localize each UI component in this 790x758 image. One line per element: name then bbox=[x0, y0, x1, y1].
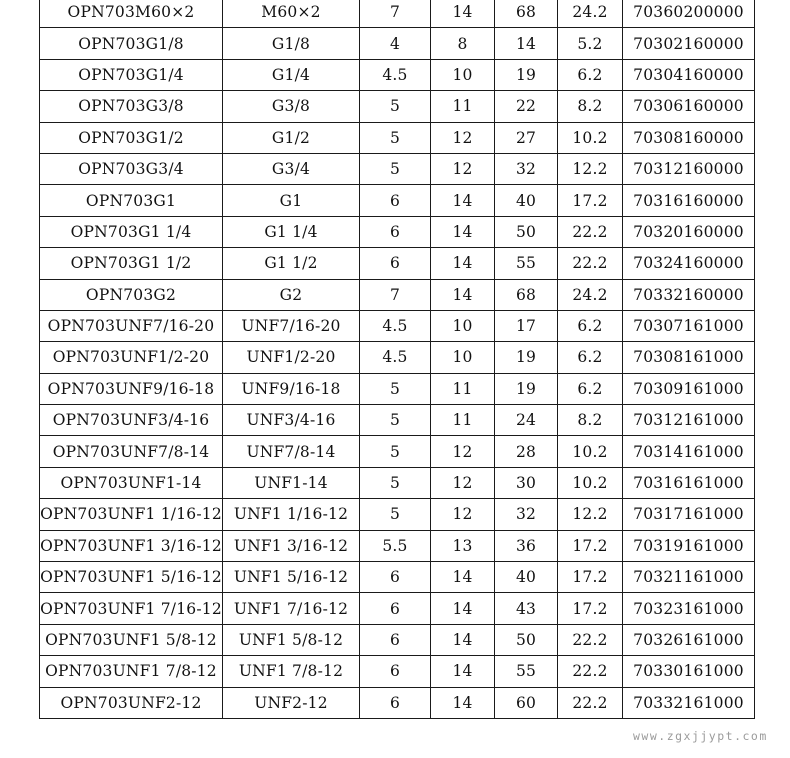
dim-c-cell: 55 bbox=[495, 248, 558, 279]
dim-d-cell: 24.2 bbox=[558, 0, 623, 28]
model-cell: OPN703UNF1 5/16-12 bbox=[40, 562, 223, 593]
dim-d-cell: 22.2 bbox=[558, 216, 623, 247]
dim-a-cell: 6 bbox=[360, 185, 431, 216]
dim-d-cell: 5.2 bbox=[558, 28, 623, 59]
table-row bbox=[40, 436, 755, 467]
table-row bbox=[40, 91, 755, 122]
table-row bbox=[40, 687, 755, 718]
dim-d-cell: 6.2 bbox=[558, 310, 623, 341]
table-row bbox=[40, 373, 755, 404]
thread-cell: G3/8 bbox=[223, 91, 360, 122]
table-body bbox=[40, 0, 755, 718]
model-cell: OPN703G1 1/4 bbox=[40, 216, 223, 247]
model-cell: OPN703G1 bbox=[40, 185, 223, 216]
dim-b-cell: 14 bbox=[431, 562, 495, 593]
dim-d-cell: 8.2 bbox=[558, 405, 623, 436]
thread-cell: G1/4 bbox=[223, 59, 360, 90]
dim-b-cell: 10 bbox=[431, 342, 495, 373]
dim-c-cell: 60 bbox=[495, 687, 558, 718]
dim-b-cell: 14 bbox=[431, 279, 495, 310]
part-number-cell: 70309161000 bbox=[623, 373, 755, 404]
dim-b-cell: 14 bbox=[431, 656, 495, 687]
spec-table bbox=[39, 0, 755, 719]
dim-c-cell: 68 bbox=[495, 279, 558, 310]
dim-c-cell: 19 bbox=[495, 342, 558, 373]
part-number-cell: 70308161000 bbox=[623, 342, 755, 373]
table-row bbox=[40, 593, 755, 624]
model-cell: OPN703G2 bbox=[40, 279, 223, 310]
table-row bbox=[40, 0, 755, 28]
dim-d-cell: 22.2 bbox=[558, 248, 623, 279]
model-cell: OPN703UNF3/4-16 bbox=[40, 405, 223, 436]
part-number-cell: 70304160000 bbox=[623, 59, 755, 90]
dim-b-cell: 10 bbox=[431, 59, 495, 90]
dim-b-cell: 11 bbox=[431, 91, 495, 122]
dim-c-cell: 32 bbox=[495, 499, 558, 530]
dim-b-cell: 12 bbox=[431, 436, 495, 467]
model-cell: OPN703UNF1 7/8-12 bbox=[40, 656, 223, 687]
model-cell: OPN703UNF1 5/8-12 bbox=[40, 624, 223, 655]
dim-c-cell: 36 bbox=[495, 530, 558, 561]
part-number-cell: 70316160000 bbox=[623, 185, 755, 216]
dim-c-cell: 32 bbox=[495, 153, 558, 184]
dim-b-cell: 14 bbox=[431, 593, 495, 624]
dim-a-cell: 5.5 bbox=[360, 530, 431, 561]
thread-cell: G2 bbox=[223, 279, 360, 310]
dim-b-cell: 11 bbox=[431, 373, 495, 404]
dim-d-cell: 6.2 bbox=[558, 342, 623, 373]
dim-c-cell: 22 bbox=[495, 91, 558, 122]
thread-cell: UNF1 5/16-12 bbox=[223, 562, 360, 593]
model-cell: OPN703UNF1 7/16-12 bbox=[40, 593, 223, 624]
dim-a-cell: 6 bbox=[360, 687, 431, 718]
dim-d-cell: 17.2 bbox=[558, 562, 623, 593]
part-number-cell: 70326161000 bbox=[623, 624, 755, 655]
table-row bbox=[40, 530, 755, 561]
table-row bbox=[40, 499, 755, 530]
dim-b-cell: 13 bbox=[431, 530, 495, 561]
dim-a-cell: 5 bbox=[360, 373, 431, 404]
part-number-cell: 70332160000 bbox=[623, 279, 755, 310]
part-number-cell: 70316161000 bbox=[623, 467, 755, 498]
dim-a-cell: 4.5 bbox=[360, 59, 431, 90]
dim-b-cell: 14 bbox=[431, 248, 495, 279]
dim-b-cell: 12 bbox=[431, 122, 495, 153]
table-row bbox=[40, 185, 755, 216]
part-number-cell: 70308160000 bbox=[623, 122, 755, 153]
dim-a-cell: 7 bbox=[360, 279, 431, 310]
dim-d-cell: 17.2 bbox=[558, 530, 623, 561]
dim-a-cell: 5 bbox=[360, 153, 431, 184]
dim-a-cell: 6 bbox=[360, 562, 431, 593]
dim-a-cell: 6 bbox=[360, 216, 431, 247]
dim-d-cell: 24.2 bbox=[558, 279, 623, 310]
table-row bbox=[40, 405, 755, 436]
dim-d-cell: 22.2 bbox=[558, 687, 623, 718]
table-row bbox=[40, 656, 755, 687]
dim-b-cell: 14 bbox=[431, 185, 495, 216]
thread-cell: G1 bbox=[223, 185, 360, 216]
part-number-cell: 70324160000 bbox=[623, 248, 755, 279]
thread-cell: UNF1 7/16-12 bbox=[223, 593, 360, 624]
dim-d-cell: 17.2 bbox=[558, 185, 623, 216]
dim-a-cell: 6 bbox=[360, 656, 431, 687]
model-cell: OPN703UNF1/2-20 bbox=[40, 342, 223, 373]
dim-c-cell: 55 bbox=[495, 656, 558, 687]
dim-b-cell: 14 bbox=[431, 0, 495, 28]
table-row bbox=[40, 624, 755, 655]
thread-cell: UNF1 3/16-12 bbox=[223, 530, 360, 561]
model-cell: OPN703G1/2 bbox=[40, 122, 223, 153]
part-number-cell: 70302160000 bbox=[623, 28, 755, 59]
dim-c-cell: 50 bbox=[495, 624, 558, 655]
thread-cell: UNF1 7/8-12 bbox=[223, 656, 360, 687]
part-number-cell: 70330161000 bbox=[623, 656, 755, 687]
dim-b-cell: 12 bbox=[431, 467, 495, 498]
dim-d-cell: 17.2 bbox=[558, 593, 623, 624]
table-row bbox=[40, 342, 755, 373]
model-cell: OPN703G1/8 bbox=[40, 28, 223, 59]
dim-c-cell: 24 bbox=[495, 405, 558, 436]
dim-c-cell: 28 bbox=[495, 436, 558, 467]
dim-d-cell: 12.2 bbox=[558, 153, 623, 184]
dim-d-cell: 10.2 bbox=[558, 436, 623, 467]
thread-cell: UNF9/16-18 bbox=[223, 373, 360, 404]
thread-cell: UNF1-14 bbox=[223, 467, 360, 498]
dim-d-cell: 10.2 bbox=[558, 467, 623, 498]
dim-d-cell: 6.2 bbox=[558, 59, 623, 90]
dim-a-cell: 4 bbox=[360, 28, 431, 59]
model-cell: OPN703UNF2-12 bbox=[40, 687, 223, 718]
part-number-cell: 70321161000 bbox=[623, 562, 755, 593]
part-number-cell: 70320160000 bbox=[623, 216, 755, 247]
dim-c-cell: 19 bbox=[495, 373, 558, 404]
dim-d-cell: 6.2 bbox=[558, 373, 623, 404]
part-number-cell: 70312161000 bbox=[623, 405, 755, 436]
dim-c-cell: 14 bbox=[495, 28, 558, 59]
thread-cell: G1/2 bbox=[223, 122, 360, 153]
part-number-cell: 70317161000 bbox=[623, 499, 755, 530]
thread-cell: UNF3/4-16 bbox=[223, 405, 360, 436]
dim-c-cell: 27 bbox=[495, 122, 558, 153]
dim-d-cell: 8.2 bbox=[558, 91, 623, 122]
dim-c-cell: 43 bbox=[495, 593, 558, 624]
model-cell: OPN703UNF9/16-18 bbox=[40, 373, 223, 404]
thread-cell: G1 1/2 bbox=[223, 248, 360, 279]
part-number-cell: 70360200000 bbox=[623, 0, 755, 28]
thread-cell: G1/8 bbox=[223, 28, 360, 59]
part-number-cell: 70319161000 bbox=[623, 530, 755, 561]
dim-d-cell: 22.2 bbox=[558, 624, 623, 655]
dim-a-cell: 5 bbox=[360, 405, 431, 436]
dim-b-cell: 14 bbox=[431, 216, 495, 247]
part-number-cell: 70314161000 bbox=[623, 436, 755, 467]
part-number-cell: 70332161000 bbox=[623, 687, 755, 718]
table-row bbox=[40, 28, 755, 59]
dim-a-cell: 4.5 bbox=[360, 310, 431, 341]
dim-b-cell: 14 bbox=[431, 687, 495, 718]
table-row bbox=[40, 279, 755, 310]
model-cell: OPN703G1/4 bbox=[40, 59, 223, 90]
dim-b-cell: 12 bbox=[431, 153, 495, 184]
dim-b-cell: 8 bbox=[431, 28, 495, 59]
table-row bbox=[40, 153, 755, 184]
dim-b-cell: 11 bbox=[431, 405, 495, 436]
dim-a-cell: 5 bbox=[360, 91, 431, 122]
thread-cell: UNF1/2-20 bbox=[223, 342, 360, 373]
dim-c-cell: 40 bbox=[495, 185, 558, 216]
model-cell: OPN703M60×2 bbox=[40, 0, 223, 28]
dim-c-cell: 40 bbox=[495, 562, 558, 593]
dim-c-cell: 68 bbox=[495, 0, 558, 28]
dim-b-cell: 12 bbox=[431, 499, 495, 530]
dim-a-cell: 7 bbox=[360, 0, 431, 28]
table-row bbox=[40, 59, 755, 90]
thread-cell: UNF2-12 bbox=[223, 687, 360, 718]
table-row bbox=[40, 562, 755, 593]
thread-cell: G1 1/4 bbox=[223, 216, 360, 247]
thread-cell: UNF7/16-20 bbox=[223, 310, 360, 341]
model-cell: OPN703UNF7/16-20 bbox=[40, 310, 223, 341]
table-row bbox=[40, 122, 755, 153]
part-number-cell: 70323161000 bbox=[623, 593, 755, 624]
dim-a-cell: 5 bbox=[360, 467, 431, 498]
thread-cell: M60×2 bbox=[223, 0, 360, 28]
model-cell: OPN703UNF1 3/16-12 bbox=[40, 530, 223, 561]
thread-cell: G3/4 bbox=[223, 153, 360, 184]
dim-c-cell: 30 bbox=[495, 467, 558, 498]
dim-d-cell: 22.2 bbox=[558, 656, 623, 687]
dim-b-cell: 10 bbox=[431, 310, 495, 341]
dim-c-cell: 50 bbox=[495, 216, 558, 247]
part-number-cell: 70312160000 bbox=[623, 153, 755, 184]
thread-cell: UNF1 5/8-12 bbox=[223, 624, 360, 655]
part-number-cell: 70307161000 bbox=[623, 310, 755, 341]
table-row bbox=[40, 216, 755, 247]
dim-a-cell: 4.5 bbox=[360, 342, 431, 373]
dim-a-cell: 6 bbox=[360, 624, 431, 655]
dim-d-cell: 12.2 bbox=[558, 499, 623, 530]
model-cell: OPN703G3/4 bbox=[40, 153, 223, 184]
dim-c-cell: 17 bbox=[495, 310, 558, 341]
table-row bbox=[40, 467, 755, 498]
dim-a-cell: 5 bbox=[360, 122, 431, 153]
dim-a-cell: 6 bbox=[360, 248, 431, 279]
dim-d-cell: 10.2 bbox=[558, 122, 623, 153]
dim-a-cell: 5 bbox=[360, 436, 431, 467]
dim-b-cell: 14 bbox=[431, 624, 495, 655]
table-row bbox=[40, 248, 755, 279]
part-number-cell: 70306160000 bbox=[623, 91, 755, 122]
thread-cell: UNF7/8-14 bbox=[223, 436, 360, 467]
thread-cell: UNF1 1/16-12 bbox=[223, 499, 360, 530]
dim-a-cell: 6 bbox=[360, 593, 431, 624]
model-cell: OPN703G1 1/2 bbox=[40, 248, 223, 279]
table-row bbox=[40, 310, 755, 341]
watermark-text: www.zgxjjypt.com bbox=[633, 729, 768, 743]
model-cell: OPN703G3/8 bbox=[40, 91, 223, 122]
model-cell: OPN703UNF1-14 bbox=[40, 467, 223, 498]
model-cell: OPN703UNF1 1/16-12 bbox=[40, 499, 223, 530]
dim-c-cell: 19 bbox=[495, 59, 558, 90]
model-cell: OPN703UNF7/8-14 bbox=[40, 436, 223, 467]
dim-a-cell: 5 bbox=[360, 499, 431, 530]
